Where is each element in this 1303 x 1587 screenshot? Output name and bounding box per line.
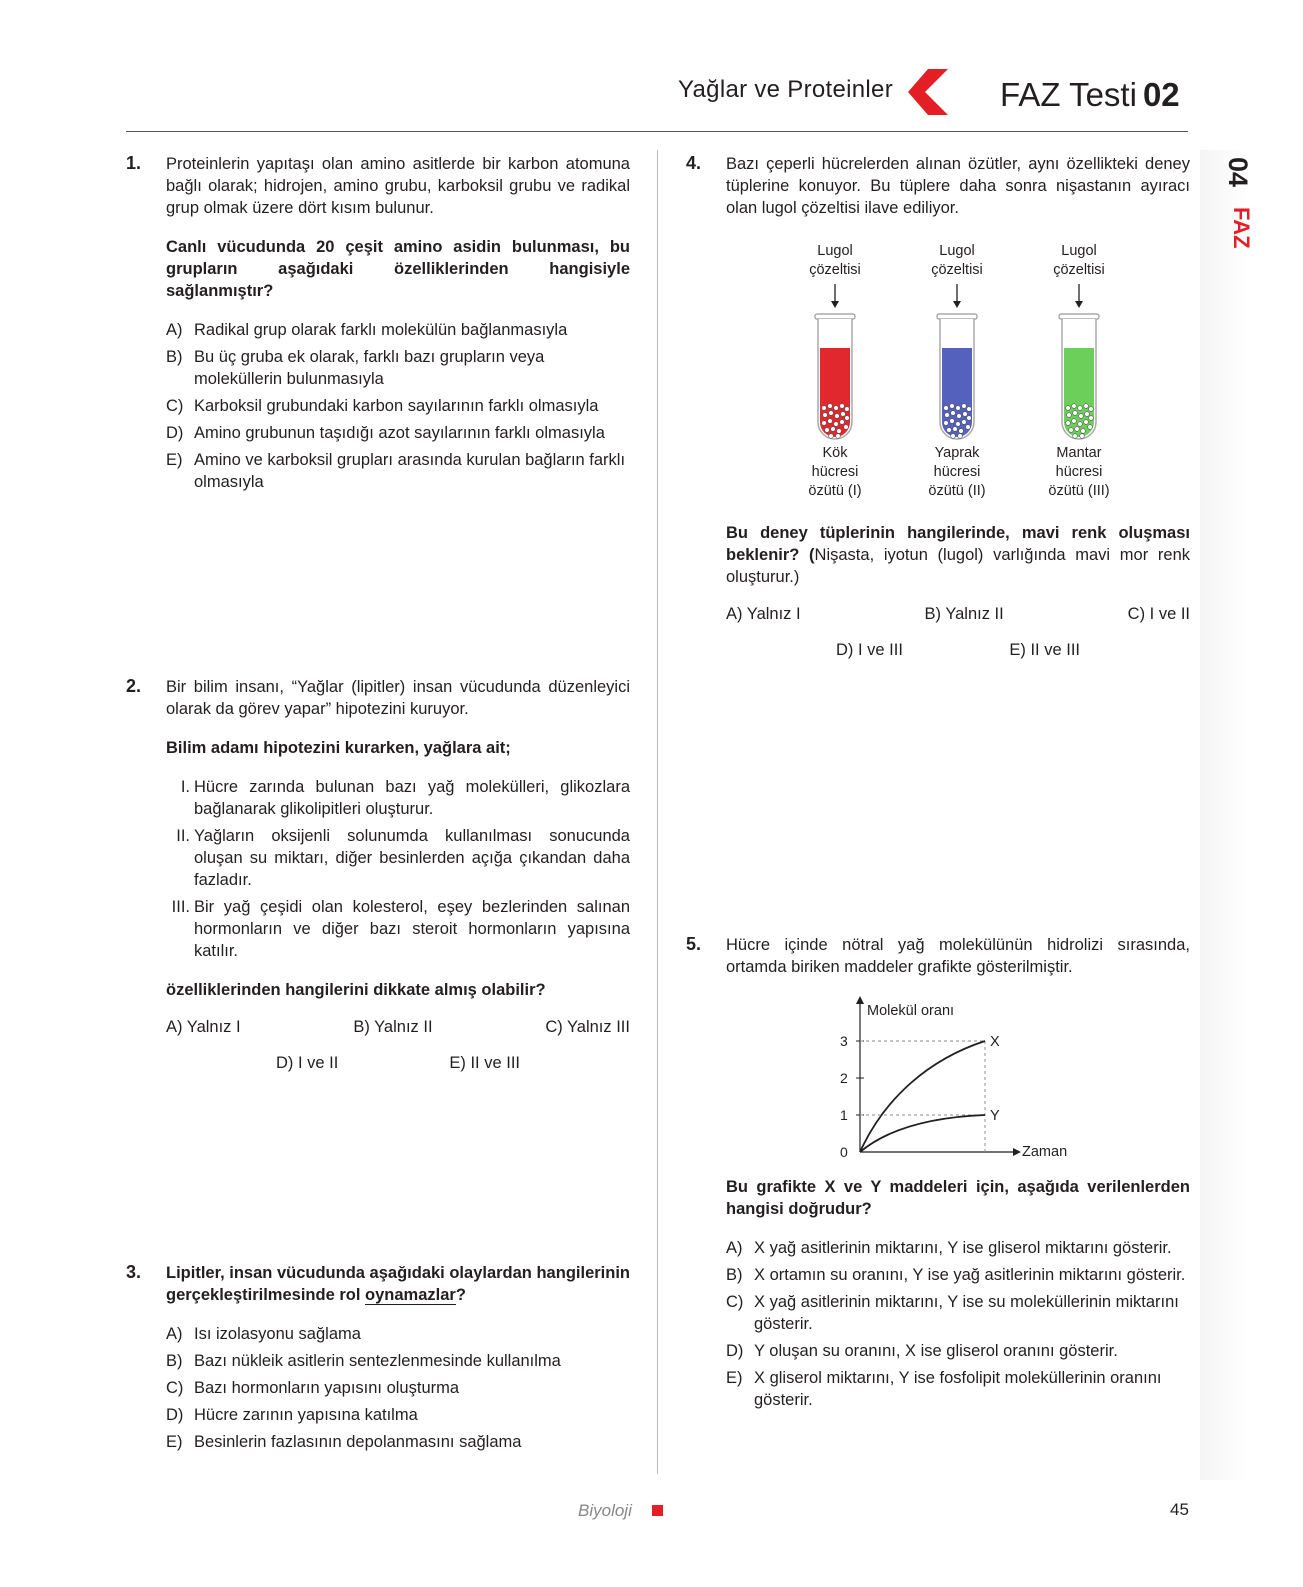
series-line-x bbox=[860, 1041, 985, 1152]
q4-question: Bu deney tüplerinin hangilerinde, mavi renk oluşması beklenir? (Nişasta, iyotun (lugol) varlığında mavi mor renk oluşturur.) bbox=[726, 524, 1190, 586]
q5-option-b[interactable]: B) X ortamın su oranını, Y ise yağ asitlerinin miktarını gösterir. bbox=[726, 1266, 1186, 1284]
q5-option-d[interactable]: D) Y oluşan su oranını, X ise gliserol oranını gösterir. bbox=[726, 1342, 1118, 1360]
y-tick-label-0: 0 bbox=[840, 1144, 848, 1160]
q2-statements bbox=[166, 776, 630, 962]
tube-2-bottom-label: Yaprak hücresi özütü (II) bbox=[928, 445, 986, 499]
q5-option-e[interactable]: E) X gliserol miktarını, Y ise fosfolipit moleküllerinin oranını gösterir. bbox=[726, 1369, 1162, 1409]
q5-option-c[interactable]: C) X yağ asitlerinin miktarını, Y ise su moleküllerinin miktarını gösterir. bbox=[726, 1293, 1179, 1333]
q2-statement-2: II. Yağların oksijenli solunumda kullanılması sonucunda oluşan su miktarı, diğer besinlerden açığa çıkandan daha fazladır. bbox=[176, 827, 630, 889]
series-line-y bbox=[860, 1115, 985, 1152]
q1-option-a[interactable]: A) Radikal grup olarak farklı molekülün bağlanmasıyla bbox=[166, 321, 568, 339]
y-tick-label-2: 2 bbox=[840, 1070, 848, 1086]
q4-answer-d[interactable]: D) I ve III bbox=[836, 641, 903, 659]
column-divider bbox=[657, 150, 658, 1474]
q5-option-a[interactable]: A) X yağ asitlerinin miktarını, Y ise gliserol miktarını gösterir. bbox=[726, 1239, 1172, 1257]
topic-title: Yağlar ve Proteinler bbox=[678, 76, 893, 103]
q2-number: 2. bbox=[126, 676, 142, 696]
side-number: 04 bbox=[1223, 157, 1253, 188]
q5-intro: Hücre içinde nötral yağ molekülünün hidrolizi sırasında, ortamda biriken maddeler grafikte gösterilmiştir. bbox=[726, 936, 1190, 976]
side-tab bbox=[1200, 150, 1248, 1480]
q2-answer-a[interactable]: A) Yalnız I bbox=[166, 1018, 241, 1036]
y-axis-arrow-icon bbox=[856, 996, 864, 1004]
q3-options bbox=[166, 1323, 630, 1453]
test-tubes-figure bbox=[785, 242, 1165, 512]
q3-option-c[interactable]: C) Bazı hormonların yapısını oluşturma bbox=[166, 1379, 460, 1397]
y-tick-label-1: 1 bbox=[840, 1107, 848, 1123]
q2-intro: Bir bilim insanı, “Yağlar (lipitler) insan vücudunda düzenleyici olarak da görev yapar” hipotezini kuruyor. bbox=[166, 678, 630, 718]
page-number: 45 bbox=[1170, 1500, 1189, 1519]
q3-option-e[interactable]: E) Besinlerin fazlasının depolanmasını sağlama bbox=[166, 1433, 522, 1451]
series-label-y: Y bbox=[990, 1108, 1000, 1124]
q3-question: Lipitler, insan vücudunda aşağıdaki olaylardan hangilerinin gerçekleştirilmesinde rol oynamazlar? bbox=[166, 1264, 630, 1304]
tube-3-top-label: Lugol çözeltisi bbox=[1053, 243, 1105, 278]
q1-option-e[interactable]: E) Amino ve karboksil grupları arasında kurulan bağların farklı olmasıyla bbox=[166, 451, 626, 491]
test-title: FAZ Testi 02 bbox=[1000, 76, 1180, 113]
arrow-down-icon bbox=[823, 284, 847, 310]
q4-number: 4. bbox=[686, 153, 702, 173]
q2-statement-1: I. Hücre zarında bulunan bazı yağ molekülleri, glikozlara bağlanarak glikolipitleri oluşturur. bbox=[180, 778, 630, 818]
q4-intro: Bazı çeperli hücrelerden alınan özütler, aynı özellikteki deney tüplerine konuyor. Bu tüplere daha sonra nişastanın ayıracı olan lugol çözeltisi ilave ediliyor. bbox=[726, 155, 1190, 217]
q5-options bbox=[726, 1237, 1190, 1411]
q3-underlined-word: oynamazlar bbox=[365, 1286, 456, 1304]
side-tab-label bbox=[1212, 152, 1254, 262]
test-tube-3 bbox=[1057, 312, 1101, 452]
q4-question-block bbox=[726, 522, 1190, 660]
q3-option-d[interactable]: D) Hücre zarının yapısına katılma bbox=[166, 1406, 418, 1424]
test-tube-1 bbox=[813, 312, 857, 452]
tube-3-bottom-label: Mantar hücresi özütü (III) bbox=[1048, 445, 1110, 499]
q1-options bbox=[166, 319, 630, 493]
footer-subject: Biyoloji bbox=[578, 1501, 632, 1520]
side-brand: FAZ bbox=[1229, 207, 1254, 249]
footer-square-icon bbox=[652, 1505, 663, 1516]
q4-answer-a[interactable]: A) Yalnız I bbox=[726, 605, 801, 623]
q3-option-b[interactable]: B) Bazı nükleik asitlerin sentezlenmesinde kullanılma bbox=[166, 1352, 561, 1370]
q2-answers-row2 bbox=[166, 1054, 630, 1073]
q2-question: özelliklerinden hangilerini dikkate almış olabilir? bbox=[166, 981, 546, 999]
q3-block bbox=[166, 1262, 630, 1453]
q4-intro-block bbox=[726, 153, 1190, 219]
q5-number: 5. bbox=[686, 934, 702, 954]
q1-number: 1. bbox=[126, 153, 142, 173]
q1-option-b[interactable]: B) Bu üç gruba ek olarak, farklı bazı grupların veya moleküllerin bulunmasıyla bbox=[166, 348, 545, 388]
q4-answers-row1 bbox=[726, 605, 1190, 624]
arrow-down-icon bbox=[1067, 284, 1091, 310]
q2-answer-b[interactable]: B) Yalnız II bbox=[353, 1018, 433, 1036]
tube-1-bottom-label: Kök hücresi özütü (I) bbox=[808, 445, 862, 499]
q5-intro-block bbox=[726, 934, 1190, 978]
x-axis-arrow-icon bbox=[1013, 1148, 1021, 1156]
q1-block bbox=[166, 153, 630, 493]
q4-answer-c[interactable]: C) I ve II bbox=[1127, 605, 1190, 623]
q2-statement-3: III. Bir yağ çeşidi olan kolesterol, eşey bezlerinden salınan hormonların ve diğer bazı steroit hormonların yapısına katılır. bbox=[171, 898, 630, 960]
y-tick-label-3: 3 bbox=[840, 1033, 848, 1049]
series-label-x: X bbox=[990, 1034, 1000, 1050]
header-divider bbox=[126, 131, 1188, 132]
x-axis-label: Zaman bbox=[1022, 1144, 1068, 1160]
q1-option-c[interactable]: C) Karboksil grubundaki karbon sayılarının farklı olmasıyla bbox=[166, 397, 599, 415]
q2-block bbox=[166, 676, 630, 1073]
q1-question: Canlı vücudunda 20 çeşit amino asidin bulunması, bu grupların aşağıdaki özelliklerinden hangisiyle sağlanmıştır? bbox=[166, 238, 630, 300]
tube-2-top-label: Lugol çözeltisi bbox=[931, 243, 983, 278]
q2-lead: Bilim adamı hipotezini kurarken, yağlara ait; bbox=[166, 739, 511, 757]
q3-number: 3. bbox=[126, 1262, 142, 1282]
chevron-left-icon bbox=[908, 69, 952, 115]
q1-intro: Proteinlerin yapıtaşı olan amino asitlerde bir karbon atomuna bağlı olarak; hidrojen, amino grubu, karboksil grubu ve radikal grup olmak üzere dört kısım bulunur. bbox=[166, 155, 630, 217]
q2-answer-d[interactable]: D) I ve II bbox=[276, 1054, 339, 1072]
test-tube-2 bbox=[935, 312, 979, 452]
tube-1-top-label: Lugol çözeltisi bbox=[809, 243, 861, 278]
q5-question-block bbox=[726, 1176, 1190, 1411]
arrow-down-icon bbox=[945, 284, 969, 310]
q3-option-a[interactable]: A) Isı izolasyonu sağlama bbox=[166, 1325, 361, 1343]
q4-answer-b[interactable]: B) Yalnız II bbox=[924, 605, 1004, 623]
q2-answer-c[interactable]: C) Yalnız III bbox=[545, 1018, 630, 1036]
q5-question: Bu grafikte X ve Y maddeleri için, aşağıda verilenlerden hangisi doğrudur? bbox=[726, 1178, 1190, 1218]
q4-answers-row2 bbox=[726, 641, 1190, 660]
q1-option-d[interactable]: D) Amino grubunun taşıdığı azot sayılarının farklı olmasıyla bbox=[166, 424, 605, 442]
q4-answer-e[interactable]: E) II ve III bbox=[1009, 641, 1080, 659]
molecule-ratio-chart bbox=[830, 995, 1090, 1165]
q2-answer-e[interactable]: E) II ve III bbox=[449, 1054, 520, 1072]
y-axis-label: Molekül oranı bbox=[867, 1003, 955, 1019]
q2-answers-row1 bbox=[166, 1018, 630, 1037]
